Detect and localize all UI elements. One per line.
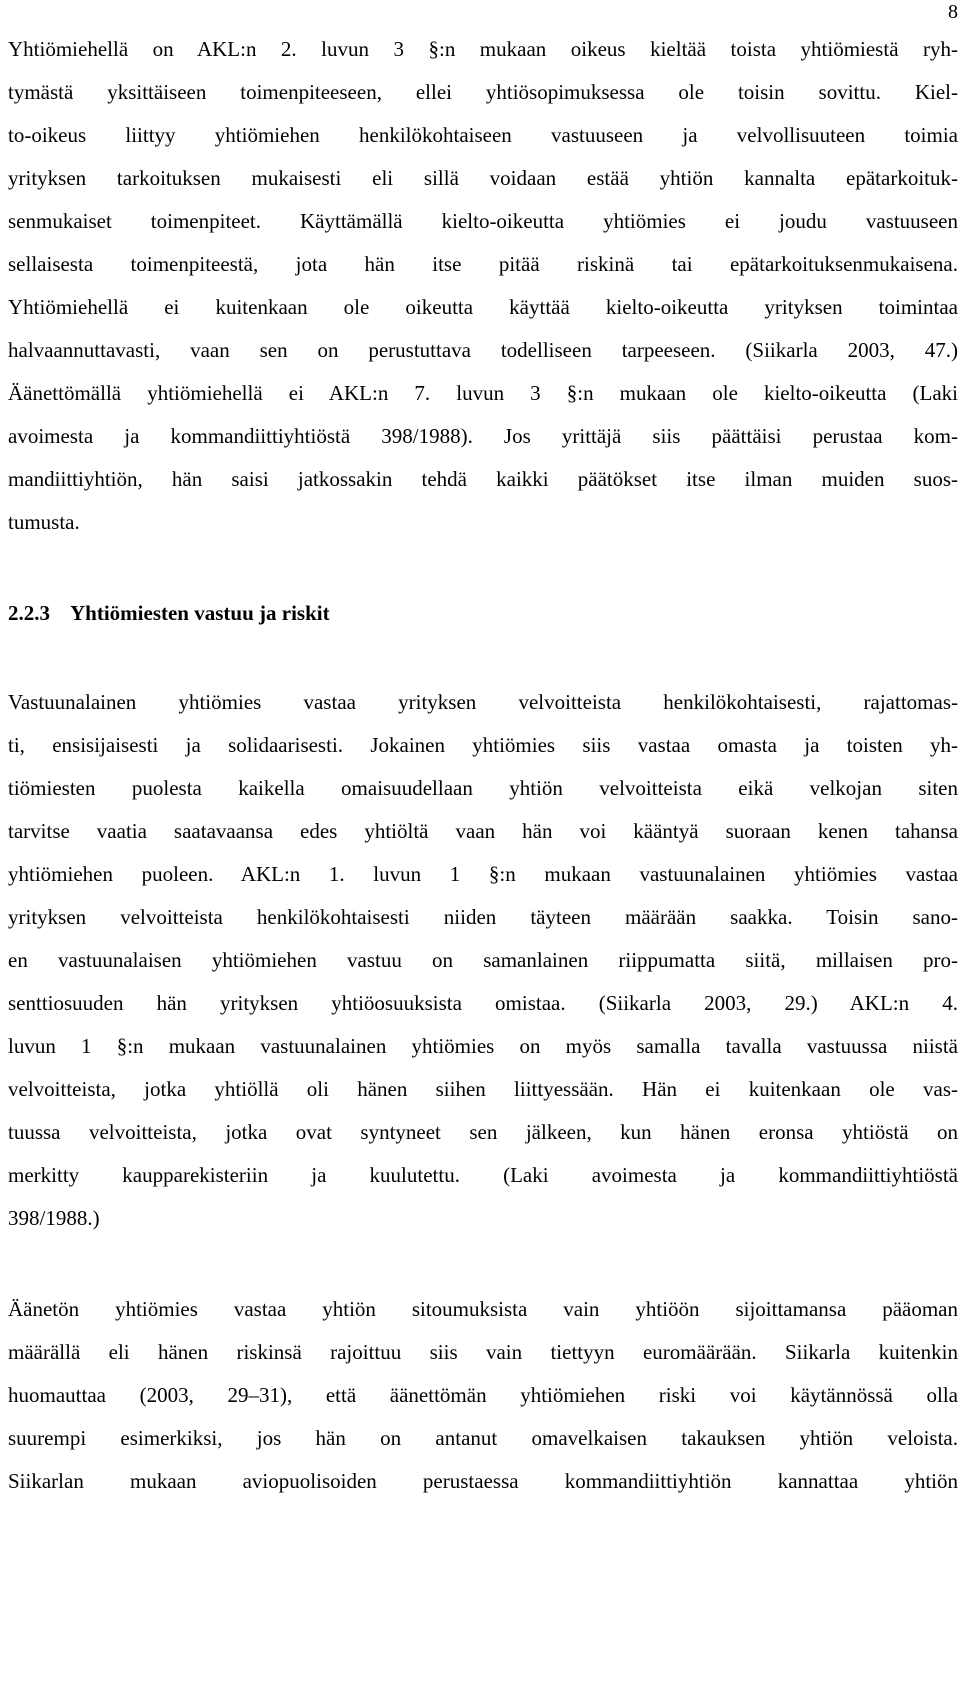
text-line: tiömiesten puolesta kaikella omaisuudellaan yhtiön velvoitteista eikä velkojan siten bbox=[8, 776, 958, 800]
text-line: Vastuunalainen yhtiömies vastaa yrityksen velvoitteista henkilökohtaisesti, rajattomas- bbox=[8, 690, 958, 714]
text-line: tarvitse vaatia saatavaansa edes yhtiöltä vaan hän voi kääntyä suoraan kenen tahansa bbox=[8, 819, 958, 843]
text-line: avoimesta ja kommandiittiyhtiöstä 398/1988). Jos yrittäjä siis päättäisi perustaa kom- bbox=[8, 424, 958, 448]
text-line: Äänetön yhtiömies vastaa yhtiön sitoumuksista vain yhtiöön sijoittamansa pääoman bbox=[8, 1297, 958, 1321]
section-title: Yhtiömiesten vastuu ja riskit bbox=[70, 601, 330, 625]
text-line: senmukaiset toimenpiteet. Käyttämällä kielto-oikeutta yhtiömies ei joudu vastuuseen bbox=[8, 209, 958, 233]
text-line: en vastuunalaisen yhtiömiehen vastuu on samanlainen riippumatta siitä, millaisen pro- bbox=[8, 948, 958, 972]
section-heading bbox=[8, 592, 958, 635]
text-line: tumusta. bbox=[8, 510, 80, 534]
paragraph-aaneton bbox=[8, 1288, 958, 1503]
text-line: 398/1988.) bbox=[8, 1206, 100, 1230]
text-line: määrällä eli hänen riskinsä rajoittuu siis vain tiettyyn euromäärään. Siikarla kuitenkin bbox=[8, 1340, 958, 1364]
text-line: ti, ensisijaisesti ja solidaarisesti. Jokainen yhtiömies siis vastaa omasta ja toisten yh- bbox=[8, 733, 958, 757]
text-line: mandiittiyhtiön, hän saisi jatkossakin tehdä kaikki päätökset itse ilman muiden suos- bbox=[8, 467, 958, 491]
section-number: 2.2.3 bbox=[8, 601, 50, 625]
text-line: Yhtiömiehellä ei kuitenkaan ole oikeutta käyttää kielto-oikeutta yrityksen toimintaa bbox=[8, 295, 958, 319]
text-line: luvun 1 §:n mukaan vastuunalainen yhtiömies on myös samalla tavalla vastuussa niistä bbox=[8, 1034, 958, 1058]
text-line: sellaisesta toimenpiteestä, jota hän itse pitää riskinä tai epätarkoituksenmukaisena. bbox=[8, 252, 958, 276]
text-line: huomauttaa (2003, 29–31), että äänettömän yhtiömiehen riski voi käytännössä olla bbox=[8, 1383, 958, 1407]
text-line: merkitty kaupparekisteriin ja kuulutettu. (Laki avoimesta ja kommandiittiyhtiöstä bbox=[8, 1163, 958, 1187]
text-line: yrityksen velvoitteista henkilökohtaisesti niiden täyteen määrään saakka. Toisin sano- bbox=[8, 905, 958, 929]
document-body bbox=[8, 28, 958, 1503]
text-line: Siikarlan mukaan aviopuolisoiden perustaessa kommandiittiyhtiön kannattaa yhtiön bbox=[8, 1469, 958, 1493]
text-line: senttiosuuden hän yrityksen yhtiöosuuksista omistaa. (Siikarla 2003, 29.) AKL:n 4. bbox=[8, 991, 958, 1015]
paragraph-vastuunalainen bbox=[8, 681, 958, 1240]
text-line: suurempi esimerkiksi, jos hän on antanut omavelkaisen takauksen yhtiön veloista. bbox=[8, 1426, 958, 1450]
text-line: velvoitteista, jotka yhtiöllä oli hänen siihen liittyessään. Hän ei kuitenkaan ole vas- bbox=[8, 1077, 958, 1101]
text-line: to-oikeus liittyy yhtiömiehen henkilökohtaiseen vastuuseen ja velvollisuuteen toimia bbox=[8, 123, 958, 147]
page-number: 8 bbox=[948, 1, 958, 23]
text-line: Yhtiömiehellä on AKL:n 2. luvun 3 §:n mukaan oikeus kieltää toista yhtiömiestä ryh- bbox=[8, 37, 958, 61]
text-line: tuussa velvoitteista, jotka ovat syntyneet sen jälkeen, kun hänen eronsa yhtiöstä on bbox=[8, 1120, 958, 1144]
text-line: tymästä yksittäiseen toimenpiteeseen, ellei yhtiösopimuksessa ole toisin sovittu. Kiel- bbox=[8, 80, 958, 104]
text-line: halvaannuttavasti, vaan sen on perustuttava todelliseen tarpeeseen. (Siikarla 2003, 47.) bbox=[8, 338, 958, 362]
text-line: Äänettömällä yhtiömiehellä ei AKL:n 7. luvun 3 §:n mukaan ole kielto-oikeutta (Laki bbox=[8, 381, 958, 405]
paragraph-kielto-oikeus bbox=[8, 28, 958, 544]
text-line: yhtiömiehen puoleen. AKL:n 1. luvun 1 §:n mukaan vastuunalainen yhtiömies vastaa bbox=[8, 862, 958, 886]
text-line: yrityksen tarkoituksen mukaisesti eli sillä voidaan estää yhtiön kannalta epätarkoituk- bbox=[8, 166, 958, 190]
